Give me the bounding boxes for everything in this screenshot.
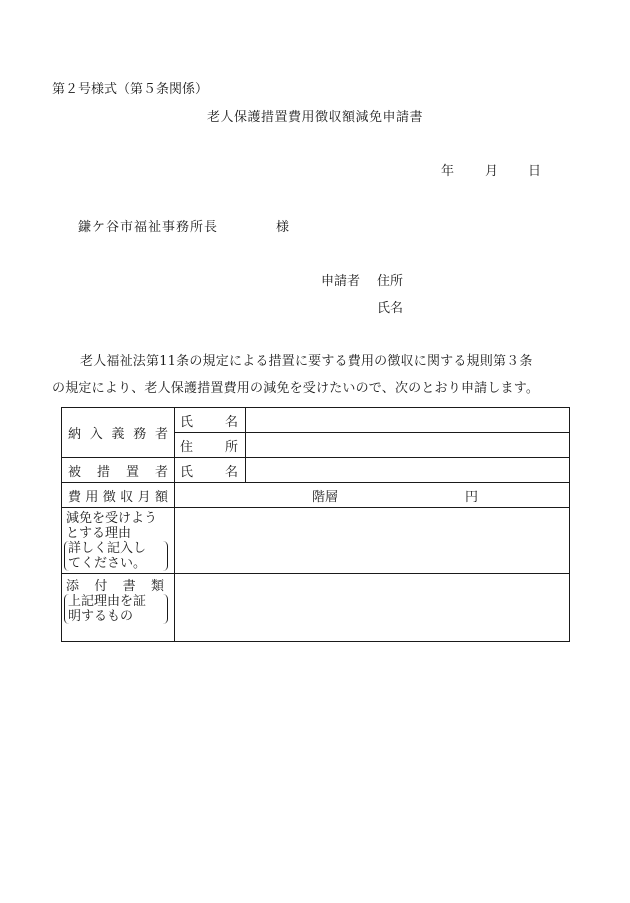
form-number: 第２号様式（第５条関係） [52,82,209,97]
applicant-label: 申請者 [321,274,361,289]
amount-label-cell [62,483,175,508]
payer-label: 納 入 義 務 者 [68,427,168,442]
person-name-label: 氏 名 [180,464,238,480]
attach-label: 添 付 書 類 [66,579,164,594]
table-row [62,574,570,642]
table-row [62,483,570,508]
payer-name-label-cell [175,408,246,433]
attach-label-cell [62,574,175,642]
attach-note: 上記理由を証 明するもの [64,594,168,624]
amount-label: 費 用 徴 収 月 額 [68,489,168,505]
table-row [62,408,570,433]
date-day-label: 日 [528,164,542,179]
amount-field[interactable] [175,483,570,508]
person-name-label-cell [175,458,246,483]
date-month-label: 月 [485,164,499,179]
attach-field[interactable] [175,574,570,642]
table-row [62,508,570,574]
person-label: 被 措 置 者 [68,464,168,480]
payer-name-field[interactable] [246,408,570,433]
date-year-label: 年 [441,164,455,179]
body-text-line-2: の規定により、老人保護措置費用の減免を受けたいので、次のとおり申請します。 [52,381,540,396]
addressee-name: 鎌ケ谷市福祉事務所長 [78,220,219,235]
application-table [61,407,570,642]
payer-address-label: 住 所 [180,439,238,455]
person-name-field[interactable] [246,458,570,483]
payer-label-cell [62,408,175,458]
reason-label-line-1: 減免を受けよう [66,511,158,526]
reason-label-line-2: とする理由 [66,526,132,541]
yen-unit-label: 円 [465,489,479,505]
reason-field[interactable] [175,508,570,574]
payer-name-label: 氏 名 [180,414,238,430]
document-title: 老人保護措置費用徴収額減免申請書 [206,110,423,125]
applicant-name-label: 氏名 [377,301,404,316]
reason-label-cell [62,508,175,574]
addressee-honorific: 様 [276,220,290,235]
body-text-line-1: 老人福祉法第11条の規定による措置に要する費用の徴収に関する規則第３条 [80,354,533,369]
floor-unit-label: 階層 [312,489,339,505]
payer-address-field[interactable] [246,433,570,458]
payer-address-label-cell [175,433,246,458]
person-label-cell [62,458,175,483]
applicant-address-label: 住所 [377,274,404,289]
table-row [62,458,570,483]
reason-note: 詳しく記入し てください。 [64,541,168,571]
